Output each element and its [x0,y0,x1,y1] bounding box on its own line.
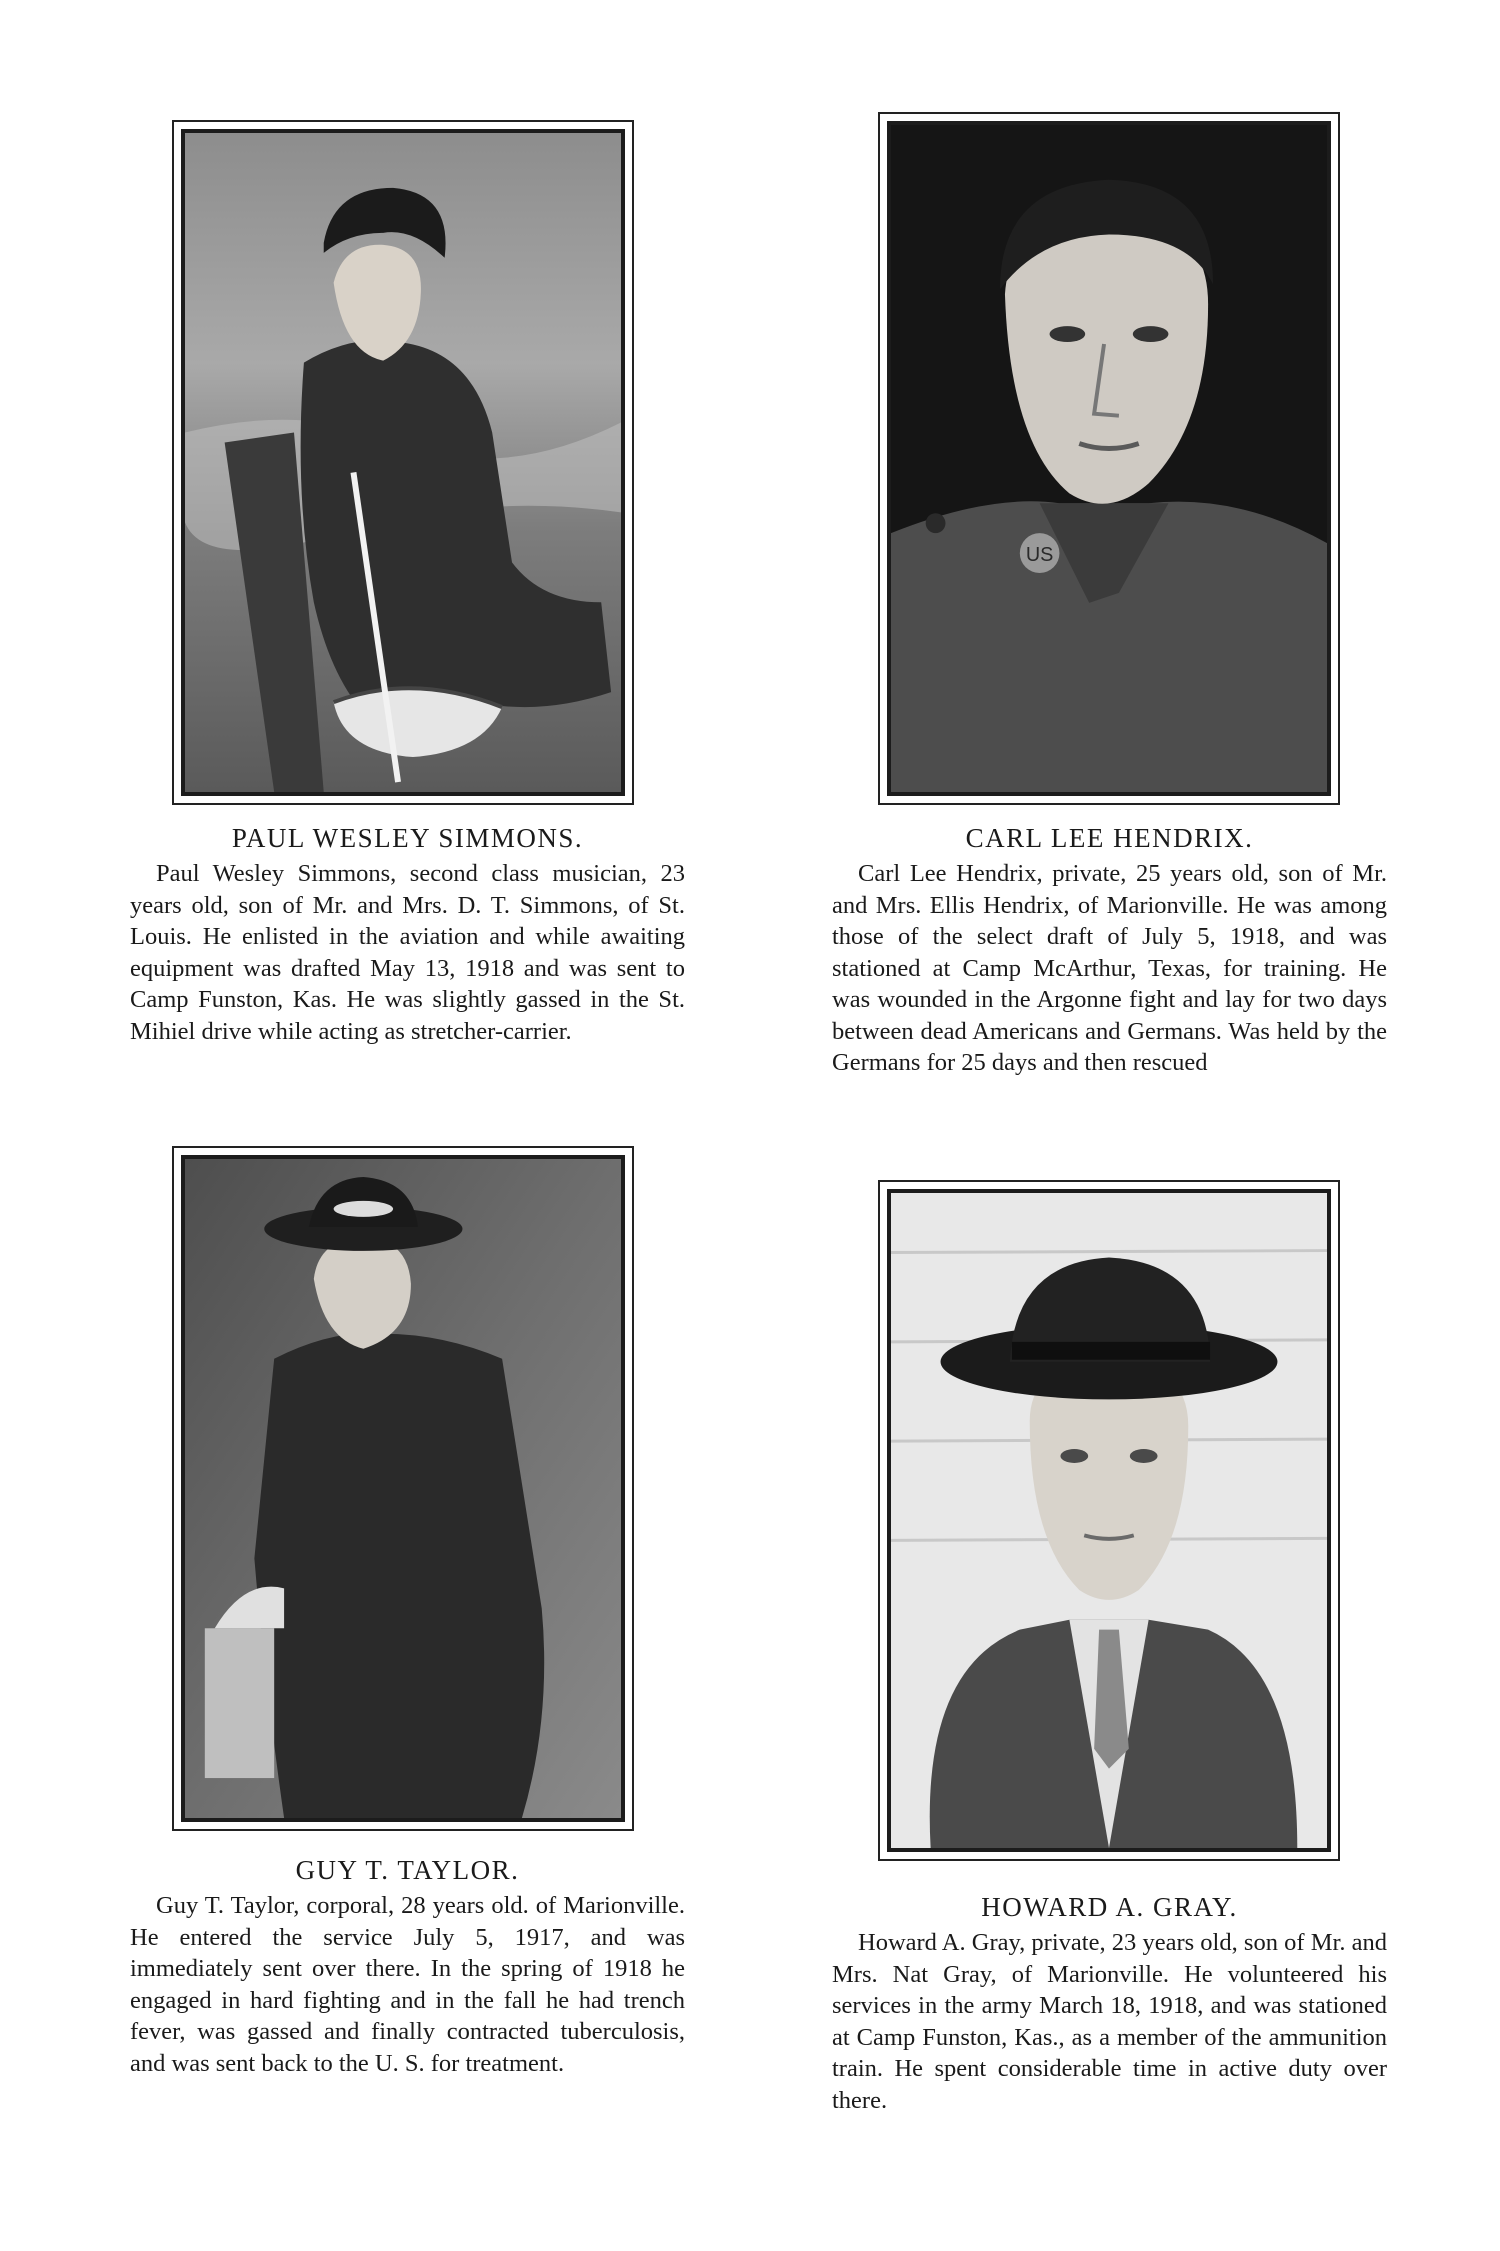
entry-guy-t-taylor [130,1855,685,2079]
soldier-biography: Howard A. Gray, private, 23 years old, son of Mr. and Mrs. Nat Gray, of Marionville. He volunteered his services in the army March 18, 1918, and was stationed at Camp Funston, Kas., as a member of the ammunition train. He spent considerable time in active duty over there. [832,1929,1387,2114]
soldier-name: PAUL WESLEY SIMMONS. [231,823,584,853]
soldier-name: HOWARD A. GRAY. [981,1892,1238,1922]
photo-howard-a-gray [878,1180,1340,1861]
soldier-name: CARL LEE HENDRIX. [965,823,1254,853]
portrait-image [181,1155,625,1822]
soldier-biography: Guy T. Taylor, corporal, 28 years old. of Marionville. He entered the service July 5, 1917, and was immediately sent over there. In the spring of 1918 he engaged in hard fighting and in the fall he had trench fever, was gassed and finally contracted tuberculosis, and was sent back to the U. S. for treatment. [130,1892,685,2077]
entry-paul-wesley-simmons [130,823,685,1047]
portrait-image [887,1189,1331,1852]
entry-howard-a-gray [832,1892,1387,2116]
soldier-biography: Carl Lee Hendrix, private, 25 years old, son of Mr. and Mrs. Ellis Hendrix, of Marionville. He was among those of the select draft of July 5, 1918, and was stationed at Camp McArthur, Texas, for training. He was wounded in the Argonne fight and lay for two days between dead Americans and Germans. Was held by the Germans for 25 days and then rescued [832,860,1387,1076]
soldier-name: GUY T. TAYLOR. [295,1855,520,1885]
entry-carl-lee-hendrix [832,823,1387,1079]
soldier-biography: Paul Wesley Simmons, second class musician, 23 years old, son of Mr. and Mrs. D. T. Simmons, of St. Louis. He enlisted in the aviation and while awaiting equipment was drafted May 13, 1918 and was sent to Camp Funston, Kas. He was slightly gassed in the St. Mihiel drive while acting as stretcher-carrier. [130,860,685,1045]
photo-paul-wesley-simmons [172,120,634,805]
portrait-image [887,121,1331,796]
photo-guy-t-taylor [172,1146,634,1831]
portrait-image [181,129,625,796]
collar-insignia-text: US [1025,543,1054,567]
photo-carl-lee-hendrix [878,112,1340,805]
